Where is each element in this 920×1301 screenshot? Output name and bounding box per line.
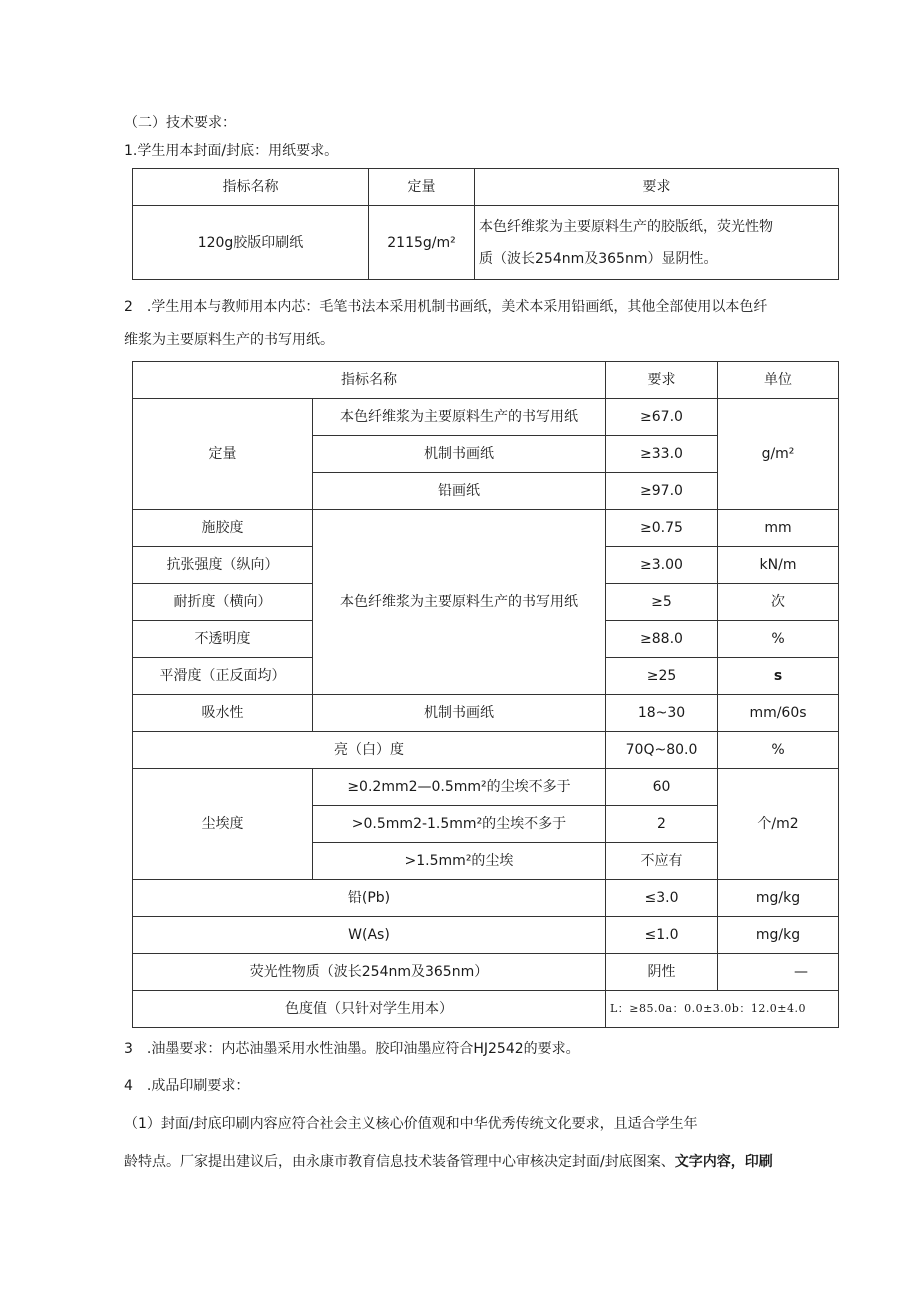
t2-shared-paper: 本色纤维浆为主要原料生产的书写用纸 — [313, 510, 606, 695]
item-4-heading: 4 .成品印刷要求： — [124, 1078, 250, 1094]
item-4-sub2-normal: 龄特点。厂家提出建议后，由永康市教育信息技术装备管理中心审核决定封面/封底图案、 — [124, 1154, 675, 1170]
t1-header-name: 指标名称 — [133, 169, 369, 206]
t2-dust-desc: >0.5mm2-1.5mm²的尘埃不多于 — [313, 806, 606, 843]
t2-prop-req: ≥5 — [606, 584, 718, 621]
t2-absorb-unit: mm/60s — [718, 695, 839, 732]
inner-paper-table — [132, 361, 839, 1028]
t2-prop-unit: s — [718, 658, 839, 695]
t2-color-name: 色度值（只针对学生用本） — [133, 991, 606, 1028]
t2-prop-name: 抗张强度（纵向） — [133, 547, 313, 584]
t2-quantity-label: 定量 — [133, 399, 313, 510]
t2-dust-unit: 个/m2 — [718, 769, 839, 880]
t2-brightness-name: 亮（白）度 — [133, 732, 606, 769]
t1-requirement-line2: 质（波长254nm及365nm）显阴性。 — [479, 250, 718, 267]
item-2-line1: 2 .学生用本与教师用本内芯：毛笔书法本采用机制书画纸，美术本采用铅画纸，其他全部使用以本色纤 — [124, 299, 768, 315]
t2-absorb-req: 18~30 — [606, 695, 718, 732]
t2-dust-req: 60 — [606, 769, 718, 806]
t1-requirement-line1: 本色纤维浆为主要原料生产的胶版纸，荧光性物 — [479, 218, 773, 235]
t2-fluor-req: 阴性 — [606, 954, 718, 991]
t2-lead-req: ≤3.0 — [606, 880, 718, 917]
t2-prop-req: ≥88.0 — [606, 621, 718, 658]
t2-quantity-req: ≥97.0 — [606, 473, 718, 510]
item-4-sub2-bold: 文字内容，印刷 — [674, 1154, 773, 1170]
t2-lead-unit: mg/kg — [718, 880, 839, 917]
t2-dust-desc: >1.5mm²的尘埃 — [313, 843, 606, 880]
t2-fluor-unit: — — [718, 954, 839, 991]
item-2-line2: 维浆为主要原料生产的书写用纸。 — [124, 332, 334, 348]
item-4-sub2 — [124, 1152, 773, 1172]
t2-prop-name: 耐折度（横向） — [133, 584, 313, 621]
t2-arsenic-name: W(As) — [133, 917, 606, 954]
t2-header-name: 指标名称 — [133, 362, 606, 399]
t2-dust-desc: ≥0.2mm2—0.5mm²的尘埃不多于 — [313, 769, 606, 806]
item-3: 3 .油墨要求：内芯油墨采用水性油墨。胶印油墨应符合HJ2542的要求。 — [124, 1041, 580, 1057]
t1-paper-name: 120g胶版印刷纸 — [133, 206, 369, 280]
t2-prop-name: 平滑度（正反面均） — [133, 658, 313, 695]
section-title: （二）技术要求： — [124, 115, 236, 131]
t2-prop-unit: kN/m — [718, 547, 839, 584]
t1-header-quantity: 定量 — [369, 169, 475, 206]
t2-absorb-name: 吸水性 — [133, 695, 313, 732]
t2-prop-name: 施胶度 — [133, 510, 313, 547]
t2-lead-name: 铅(Pb) — [133, 880, 606, 917]
item-1-heading: 1.学生用本封面/封底：用纸要求。 — [124, 143, 339, 159]
t2-header-unit: 单位 — [718, 362, 839, 399]
item-4-sub1: （1）封面/封底印刷内容应符合社会主义核心价值观和中华优秀传统文化要求，且适合学生年 — [124, 1116, 698, 1132]
t2-dust-req: 不应有 — [606, 843, 718, 880]
t2-quantity-paper: 铅画纸 — [313, 473, 606, 510]
cover-paper-table — [132, 168, 839, 280]
t2-fluor-name: 荧光性物质（波长254nm及365nm） — [133, 954, 606, 991]
t1-requirement — [475, 206, 839, 280]
t2-prop-name: 不透明度 — [133, 621, 313, 658]
t2-prop-unit: % — [718, 621, 839, 658]
t2-quantity-unit: g/m² — [718, 399, 839, 510]
t2-prop-req: ≥25 — [606, 658, 718, 695]
t1-quantity: 2115g/m² — [369, 206, 475, 280]
t2-color-req: L：≥85.0a：0.0±3.0b：12.0±4.0 — [606, 991, 839, 1028]
t2-dust-req: 2 — [606, 806, 718, 843]
t1-header-requirement: 要求 — [475, 169, 839, 206]
t2-prop-unit: mm — [718, 510, 839, 547]
t2-quantity-paper: 本色纤维浆为主要原料生产的书写用纸 — [313, 399, 606, 436]
t2-quantity-req: ≥67.0 — [606, 399, 718, 436]
t2-arsenic-unit: mg/kg — [718, 917, 839, 954]
t2-prop-req: ≥0.75 — [606, 510, 718, 547]
t2-brightness-req: 70Q~80.0 — [606, 732, 718, 769]
t2-absorb-paper: 机制书画纸 — [313, 695, 606, 732]
t2-arsenic-req: ≤1.0 — [606, 917, 718, 954]
t2-brightness-unit: % — [718, 732, 839, 769]
t2-prop-unit: 次 — [718, 584, 839, 621]
t2-quantity-req: ≥33.0 — [606, 436, 718, 473]
t2-quantity-paper: 机制书画纸 — [313, 436, 606, 473]
t2-dust-label: 尘埃度 — [133, 769, 313, 880]
t2-header-requirement: 要求 — [606, 362, 718, 399]
t2-prop-req: ≥3.00 — [606, 547, 718, 584]
